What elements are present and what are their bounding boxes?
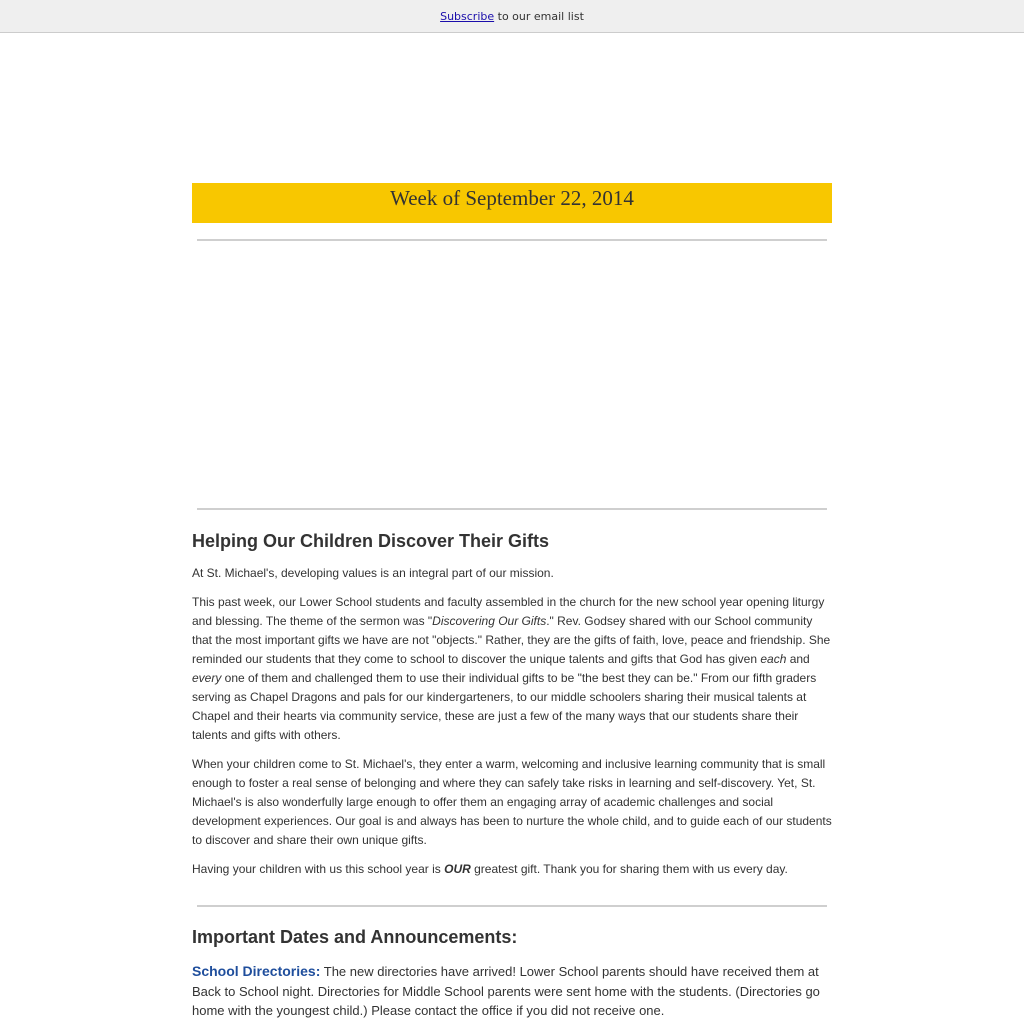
divider (197, 905, 827, 907)
divider (197, 508, 827, 510)
article-paragraph: At St. Michael's, developing values is an integral part of our mission. (192, 566, 554, 580)
article-paragraph: When your children come to St. Michael's, they enter a warm, welcoming and inclusive learning community that is small enough to foster a real sense of belonging and where they can safely take risks in learning and self-discovery. Yet, St. Michael's is also wonderfully large enough to offer them an engaging array of academic challenges and social development experiences. Our goal is and always has been to nurture the whole child, and to guide each of our students to discover and share their own unique gifts. (192, 757, 832, 847)
article-title: Helping Our Children Discover Their Gifts (192, 531, 550, 551)
week-title: Week of September 22, 2014 (390, 186, 634, 210)
header-image-area (192, 34, 832, 183)
subscribe-bar (0, 0, 1024, 33)
subscribe-suffix: to our email list (494, 10, 584, 23)
article-paragraph: This past week, our Lower School students and faculty assembled in the church for the new school year opening liturgy and blessing. The theme of the sermon was "Discovering Our Gifts." Rev. Godsey shared with our School community that the most important gifts we have are not "objects." Rather, they are the gifts of faith, love, peace and friendship. She reminded our students that they come to school to discover the unique talents and gifts that God has given each and every one of them and challenged them to use their individual gifts to be "the best they can be." From our fifth graders serving as Chapel Dragons and pals for our kindergarteners, to our middle schoolers sharing their musical talents at Chapel and their hearts via community service, these are just a few of the many ways that our students share their talents and gifts with others. (192, 595, 831, 742)
newsletter-body (192, 34, 832, 1021)
week-banner (192, 183, 832, 223)
feature-image-area (192, 241, 832, 508)
announcements-title: Important Dates and Announcements: (192, 927, 518, 947)
article-section (192, 530, 832, 879)
subscribe-link[interactable]: Subscribe (440, 10, 495, 23)
announcement-item (192, 962, 832, 1021)
announcement-heading: School Directories: (192, 963, 321, 979)
article-paragraph: Having your children with us this school year is OUR greatest gift. Thank you for sharing them with us every day. (192, 862, 788, 876)
announcement-text: The new directories have arrived! Lower School parents should have received them at Back to School night. Directories for Middle School parents were sent home with the students. (Directories go home with the youngest child.) Please contact the office if you did not receive one. (192, 964, 820, 1018)
announcements-section (192, 926, 832, 1021)
